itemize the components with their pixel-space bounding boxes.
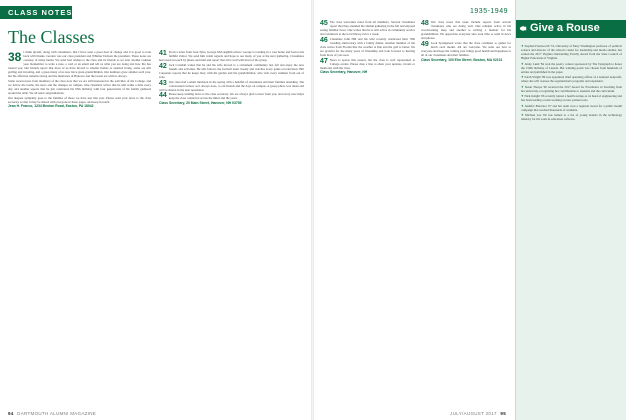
left-folio xyxy=(8,411,96,416)
sidebar-body xyxy=(521,44,622,412)
class-secretary-signature: Class Secretary, 100 Elm Street, Boston, MA 02101 xyxy=(421,57,503,62)
class-secretary-signature: Class Secretary, 20 Main Street, Hanover, NH 03755 xyxy=(159,100,242,105)
sidebar-entry xyxy=(521,94,622,102)
megaphone-icon xyxy=(519,24,528,33)
class-note-item xyxy=(320,37,415,57)
magazine-name: DARTMOUTH ALUMNI MAGAZINE xyxy=(17,411,97,416)
sidebar-entry-text: Susan Thorpe '00 received the 2017 Award for Excellence in Teaching from her university, recognizing her contributions to students and the curriculum. xyxy=(521,84,622,93)
class-number: 41 xyxy=(159,50,167,57)
note-paragraph: I think myself, along with classmates, that I have seen a great deal of change and it is good to look back with thanks. Gordon was our class president and Whittier Dobson the president. These notes are courtesy of many hands. We send best wishes to the class and its friends as we start another reunion year. Remember to write a note, a card or an email and tell us what you are doing and how life has treated you. Our friends report that most of us have moved to smaller homes or assisted living, some are still golfing and traveling, and a great many of us now have great-grandchildren. Our numbers grow smaller each year, but the affection remains strong and the memories of Hanover and the Green are with us always. xyxy=(8,50,151,79)
class-note-item xyxy=(320,20,415,36)
issue-date: JULY/AUGUST 2017 xyxy=(450,411,497,416)
class-note-item xyxy=(159,80,304,92)
left-column-1 xyxy=(8,50,151,406)
note-text: Jack Crandall writes that he and his wife moved to a retirement community last fall and enjoy the new friends and activities. He still follows the football team closely and watches every game on television. Bill Carpenter reports that he keeps busy with his garden and his grandchildren, who visit every summer from out of state. xyxy=(159,62,304,79)
left-page xyxy=(0,0,311,420)
note-text: Our class had a small luncheon in the spring with a handful of classmates and their families attending. The conversation turned, as it always does, to old friends and the days on campus. A group photo was taken and will be shared in the next newsletter. xyxy=(159,79,304,92)
note-text: Classmate John Hill and his wife recently celebrated their 70th wedding anniversary with a family dinner. Another member of the class writes from Florida that the weather is fine and the golf is better. We are grateful for the many years of friendship and look forward to hearing from more of you soon. xyxy=(320,36,415,57)
class-years-range: 1935-1949 xyxy=(470,8,508,15)
sidebar-entry xyxy=(521,104,622,112)
page-number: 95 xyxy=(500,411,506,416)
star-icon: ✦ xyxy=(521,84,525,89)
note-text: Please keep sending news to the class secretary. We are always glad to hear from you, and every note helps keep the class connected across the miles and the years. xyxy=(168,92,304,101)
class-number: 43 xyxy=(159,79,167,87)
sidebar-entry xyxy=(521,75,622,83)
class-number: 45 xyxy=(320,20,328,27)
class-note-item xyxy=(421,20,511,40)
sidebar-entry xyxy=(521,85,622,93)
class-notes-tab: CLASS NOTES xyxy=(0,6,72,19)
note-text: The class welcomes notes from all members. Several classmates report that they attended the alumni gathering in the fall and enjoyed seeing familiar faces. One writes that he is still active in community service and volunteers at the local library twice a week. xyxy=(320,20,415,37)
sidebar-entry-text: Michael Lee '09 was named to a list of young leaders in the technology industry for his work in education software. xyxy=(521,113,622,122)
star-icon: ✦ xyxy=(521,113,526,118)
note-text: From a letter from Jean Tyler, George McLaughlin writes: George is residing in a care home and Jean is his faithful visitor. We send him warm regards and hope to see many of you at the next gathering. Classmates have been in touch by phone and mail and report that all is well with most of the group. xyxy=(159,50,304,63)
star-icon: ✦ xyxy=(521,94,525,99)
sidebar-entry-text: Jenny Lund '84 won the poetry contest sponsored by The Telegraph to honor the 150th birthday of Canada. Her winning poem was chosen from hundreds of entries and published in the paper. xyxy=(521,61,622,74)
sidebar-entry-text: Nick Knight '06 recently joined a health startup as its head of engineering and has been leading a team working on new patient tools. xyxy=(521,94,622,103)
sidebar-header xyxy=(516,20,626,38)
sidebar-entry xyxy=(521,62,622,74)
right-column-1 xyxy=(320,20,415,406)
class-note-item xyxy=(159,50,304,62)
class-secretary-signature: Class Secretary, Hanover, NH xyxy=(320,70,368,75)
class-number: 42 xyxy=(159,62,167,70)
class-number: 38 xyxy=(8,50,22,64)
right-folio xyxy=(450,411,508,416)
sidebar-entry-text: Sarah Wright '89 was appointed chief operating officer of a national nonprofit, where she will oversee the organization's programs and expansion. xyxy=(521,75,622,84)
page-number: 94 xyxy=(8,411,14,416)
class-number: 44 xyxy=(159,92,167,100)
star-icon: ✦ xyxy=(521,44,525,48)
class-note-item xyxy=(320,58,415,70)
note-text: News is sparse this season, but the class is well represented at College events. Please drop a line to share your updates, travels or memories with the class. xyxy=(320,57,415,70)
note-text: Look Springsteen wrote that the class continues to gather for lunch each month. All are welcome. We send our best to everyone and hope the coming year brings good health and happiness to all of our classmates and their families. xyxy=(421,40,511,57)
right-column-2 xyxy=(421,20,511,406)
class-number: 47 xyxy=(320,57,328,65)
sidebar-entry xyxy=(521,113,622,121)
star-icon: ✦ xyxy=(521,103,525,108)
class-note-item xyxy=(159,63,304,79)
class-number: 48 xyxy=(421,20,429,27)
sidebar-title: Give a Rouse xyxy=(530,22,600,34)
note-text: Our class notes this issue include reports from several classmates who are doing well. One remains active in his woodworking shop and another is writing a memoir for his grandchildren. We appreciate everyone who took time to send in news and photos. xyxy=(421,20,511,41)
sidebar-entry-text: Jennifer Brewster '07 and her team won a regional award for a public health campaign that reached thousands of residents. xyxy=(521,103,622,112)
note-paragraph: Our deepest sympathy goes to the families of those we have lost this year. Please send your news to the class secretary so that it may be shared with everyone in these pages, and keep in touch. xyxy=(8,95,151,104)
sidebar-entry xyxy=(521,44,622,60)
star-icon: ✦ xyxy=(521,75,525,80)
give-a-rouse-sidebar xyxy=(515,0,626,420)
star-icon: ✦ xyxy=(521,61,525,66)
note-paragraph: Some recent notes from members of the class note that we are still interested in the activities of the College, and we follow the teams, the news and the changes on campus. One classmate writes that he still walks a mile every day, and another reports that he just celebrated his 95th birthday with four generations of his family gathered around the table. We all send congratulations. xyxy=(8,78,151,96)
class-number: 49 xyxy=(421,40,429,48)
section-title: The Classes xyxy=(8,27,95,47)
sidebar-entry-text: Stephen Farnsworth '74, University of Mary Washington professor of political science and director of the school's center for leadership and media studies, has earned the 2017 Virginia Outstanding Faculty Award from the State Council of Higher Education of Virginia. xyxy=(521,44,622,61)
class-note-item xyxy=(159,92,304,100)
left-column-2 xyxy=(159,50,304,406)
class-secretary-signature: Jean H. Franco, 1234 Benton Road, Easton, PA 18042 xyxy=(8,104,94,109)
class-number: 46 xyxy=(320,36,328,44)
class-note-item xyxy=(421,41,511,57)
